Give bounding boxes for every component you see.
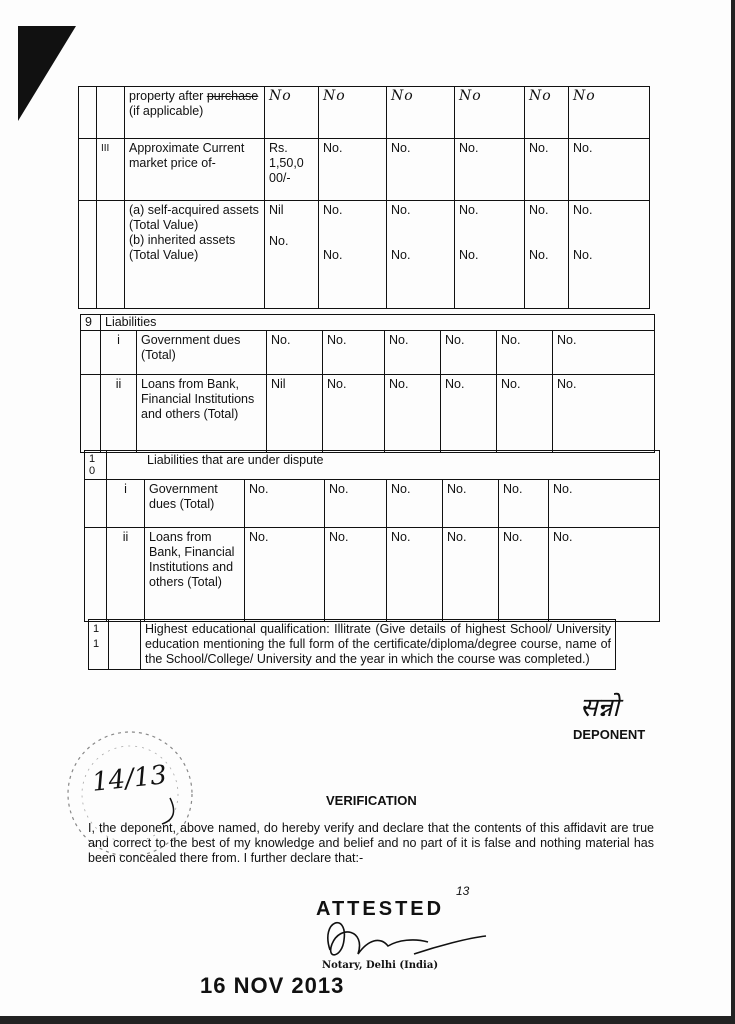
value-cell: No. [455,139,525,201]
scan-corner-mark [18,26,76,121]
value-cell: No. [387,480,443,528]
value-cell: Nil No. [265,201,319,309]
value-cell: No [265,87,319,139]
disputed-liabilities-table [84,450,660,622]
verification-title: VERIFICATION [326,793,417,808]
value-cell: No. [385,331,441,375]
table-row [79,139,650,201]
row-label: Loans from Bank, Financial Institutions and others (Total) [137,375,267,453]
table-row [85,451,660,480]
value-cell: No [569,87,650,139]
value-cell: No. [387,139,455,201]
notary-stamp: Notary, Delhi (India) [322,960,439,971]
value-cell: No. No. [319,201,387,309]
property-after-label: property after purchase (if applicable) [125,87,265,139]
value-cell: No. [323,331,385,375]
row-number: i [107,480,145,528]
attested-stamp: ATTESTED [316,898,445,920]
table-row [79,201,650,309]
value-cell: No. No. [569,201,650,309]
section-title: Liabilities [101,315,655,331]
education-details: Highest educational qualification: Illitrate (Give details of highest School/ University education mentioning the full form of the certificate/diploma/degree course, name of the School/College/ University and the year in which the course was completed.) [141,620,616,670]
value-cell: No. [549,480,660,528]
value-cell: No. No. [387,201,455,309]
section-number: 1 1 [89,620,109,670]
table-row [85,528,660,622]
section-number: 9 [81,315,101,331]
value-cell: No [455,87,525,139]
value-cell: No. [553,331,655,375]
table-row [85,480,660,528]
deponent-label: DEPONENT [573,727,646,742]
value-cell: No. [325,480,387,528]
row-number: i [101,331,137,375]
value-cell: No. [553,375,655,453]
value-cell: No. [443,480,499,528]
value-cell: No. [569,139,650,201]
row-label: Government dues (Total) [145,480,245,528]
value-cell: No. [497,375,553,453]
value-cell: No [525,87,569,139]
value-cell: No. [245,480,325,528]
table-row [79,87,650,139]
value-cell: No. [499,528,549,622]
table-row [89,620,616,670]
row-label: (a) self-acquired assets (Total Value) (b) inherited assets (Total Value) [125,201,265,309]
handwritten-stamp-number: 14/13 [90,760,169,798]
value-cell: No. [267,331,323,375]
value-cell: No. [499,480,549,528]
value-cell: No. No. [455,201,525,309]
value-cell: No. No. [525,201,569,309]
table-row [81,375,655,453]
row-label: Government dues (Total) [137,331,267,375]
table-row [81,315,655,331]
value-cell: Nil [267,375,323,453]
scan-edge-bottom [0,1016,735,1024]
attestation-number: 13 [456,884,470,898]
row-number: III [97,139,125,201]
value-cell: No. [325,528,387,622]
value-cell: No. [441,375,497,453]
row-number: ii [107,528,145,622]
value-cell: No. [441,331,497,375]
verification-text: I, the deponent, above named, do hereby verify and declare that the contents of this affidavit are true and correct to the best of my knowledge and belief and no part of it is false and nothing material has been concealed there from. I further declare that:- [88,821,654,865]
education-table [88,619,616,670]
table-row [81,331,655,375]
assets-table [78,86,650,309]
row-label: Loans from Bank, Financial Institutions and others (Total) [145,528,245,622]
value-cell: No. [385,375,441,453]
value-cell: No. [323,375,385,453]
row-number: ii [101,375,137,453]
liabilities-table [80,314,655,453]
date-stamp: 16 NOV 2013 [200,973,345,998]
scan-edge-right [731,0,735,1024]
value-cell: No. [525,139,569,201]
value-cell: No. [245,528,325,622]
value-cell: No [319,87,387,139]
value-cell: No. [443,528,499,622]
section-number: 1 0 [85,451,107,480]
section-title: Liabilities that are under dispute [107,451,660,480]
value-cell: No. [549,528,660,622]
deponent-signature: सन्नो [580,693,620,723]
row-label: Approximate Current market price of- [125,139,265,201]
value-cell: No. [497,331,553,375]
value-cell: No. [387,528,443,622]
value-cell: No. [319,139,387,201]
value-cell: No [387,87,455,139]
value-cell: Rs. 1,50,0 00/- [265,139,319,201]
